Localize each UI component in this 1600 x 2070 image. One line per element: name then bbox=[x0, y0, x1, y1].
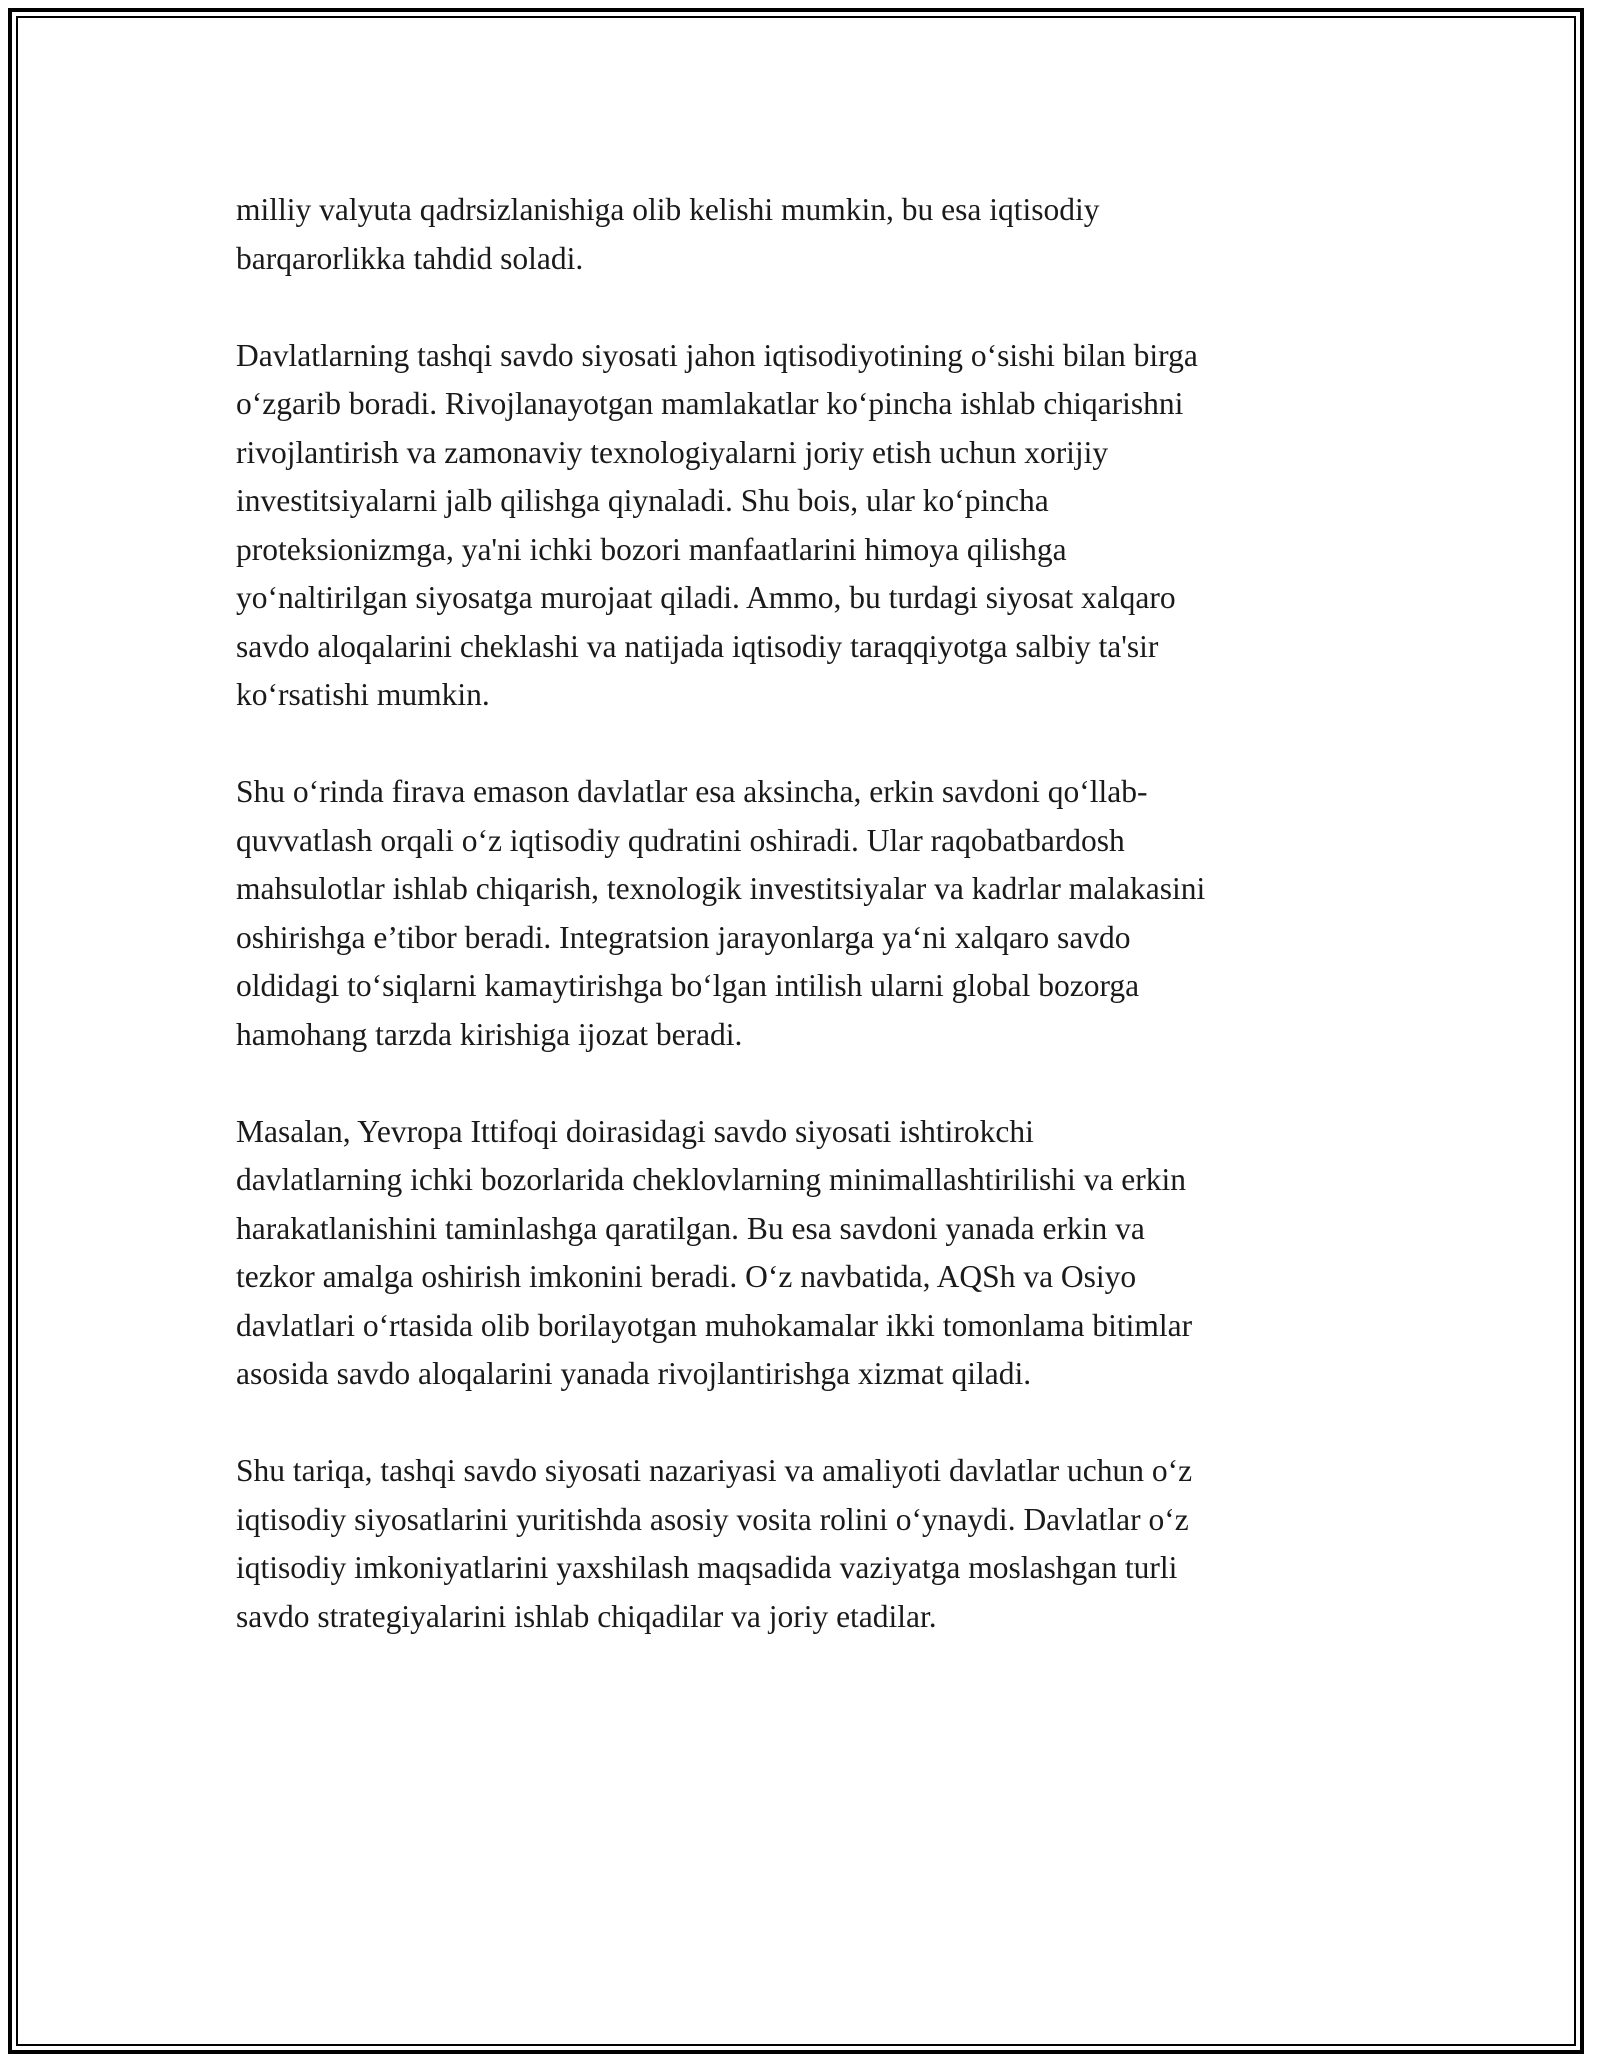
paragraph-1: milliy valyuta qadrsizlanishiga olib kelishi mumkin, bu esa iqtisodiy barqarorlikka tahdid soladi. bbox=[236, 192, 1100, 276]
paragraph-5: Shu tariqa, tashqi savdo siyosati nazariyasi va amaliyoti davlatlar uchun o‘z iqtisodiy siyosatlarini yuritishda asosiy vosita rolini o‘ynaydi. Davlatlar o‘z iqtisodiy imkoniyatlarini yaxshilash maqsadida vaziyatga moslashgan turli savdo strategiyalarini ishlab chiqadilar va joriy etadilar. bbox=[236, 1453, 1193, 1634]
document-body bbox=[236, 186, 1368, 1690]
paragraph-4: Masalan, Yevropa Ittifoqi doirasidagi savdo siyosati ishtirokchi davlatlarning ichki bozorlarida cheklovlarning minimallashtirilishi va erkin harakatlanishini taminlashga qaratilgan. Bu esa savdoni yanada erkin va tezkor amalga oshirish imkonini beradi. O‘z navbatida, AQSh va Osiyo davlatlari o‘rtasida olib borilayotgan muhokamalar ikki tomonlama bitimlar asosida savdo aloqalarini yanada rivojlantirishga xizmat qiladi. bbox=[236, 1113, 1193, 1391]
paragraph-2: Davlatlarning tashqi savdo siyosati jahon iqtisodiyotining o‘sishi bilan birga o‘zgarib boradi. Rivojlanayotgan mamlakatlar ko‘pincha ishlab chiqarishni rivojlantirish va zamonaviy texnologiyalarni joriy etish uchun xorijiy investitsiyalarni jalb qilishga qiynaladi. Shu bois, ular ko‘pincha proteksionizmga, ya'ni ichki bozori manfaatlarini himoya qilishga yo‘naltirilgan siyosatga murojaat qiladi. Ammo, bu turdagi siyosat xalqaro savdo aloqalarini cheklashi va natijada iqtisodiy taraqqiyotga salbiy ta'sir ko‘rsatishi mumkin. bbox=[236, 337, 1198, 712]
paragraph-3: Shu o‘rinda firava emason davlatlar esa aksincha, erkin savdoni qo‘llab- quvvatlash orqali o‘z iqtisodiy qudratini oshiradi. Ular raqobatbardosh mahsulotlar ishlab chiqarish, texnologik investitsiyalar va kadrlar malakasini oshirishga e’tibor beradi. Integratsion jarayonlarga ya‘ni xalqaro savdo oldidagi to‘siqlarni kamaytirishga bo‘lgan intilish ularni global bozorga hamohang tarzda kirishiga ijozat beradi. bbox=[236, 774, 1206, 1052]
